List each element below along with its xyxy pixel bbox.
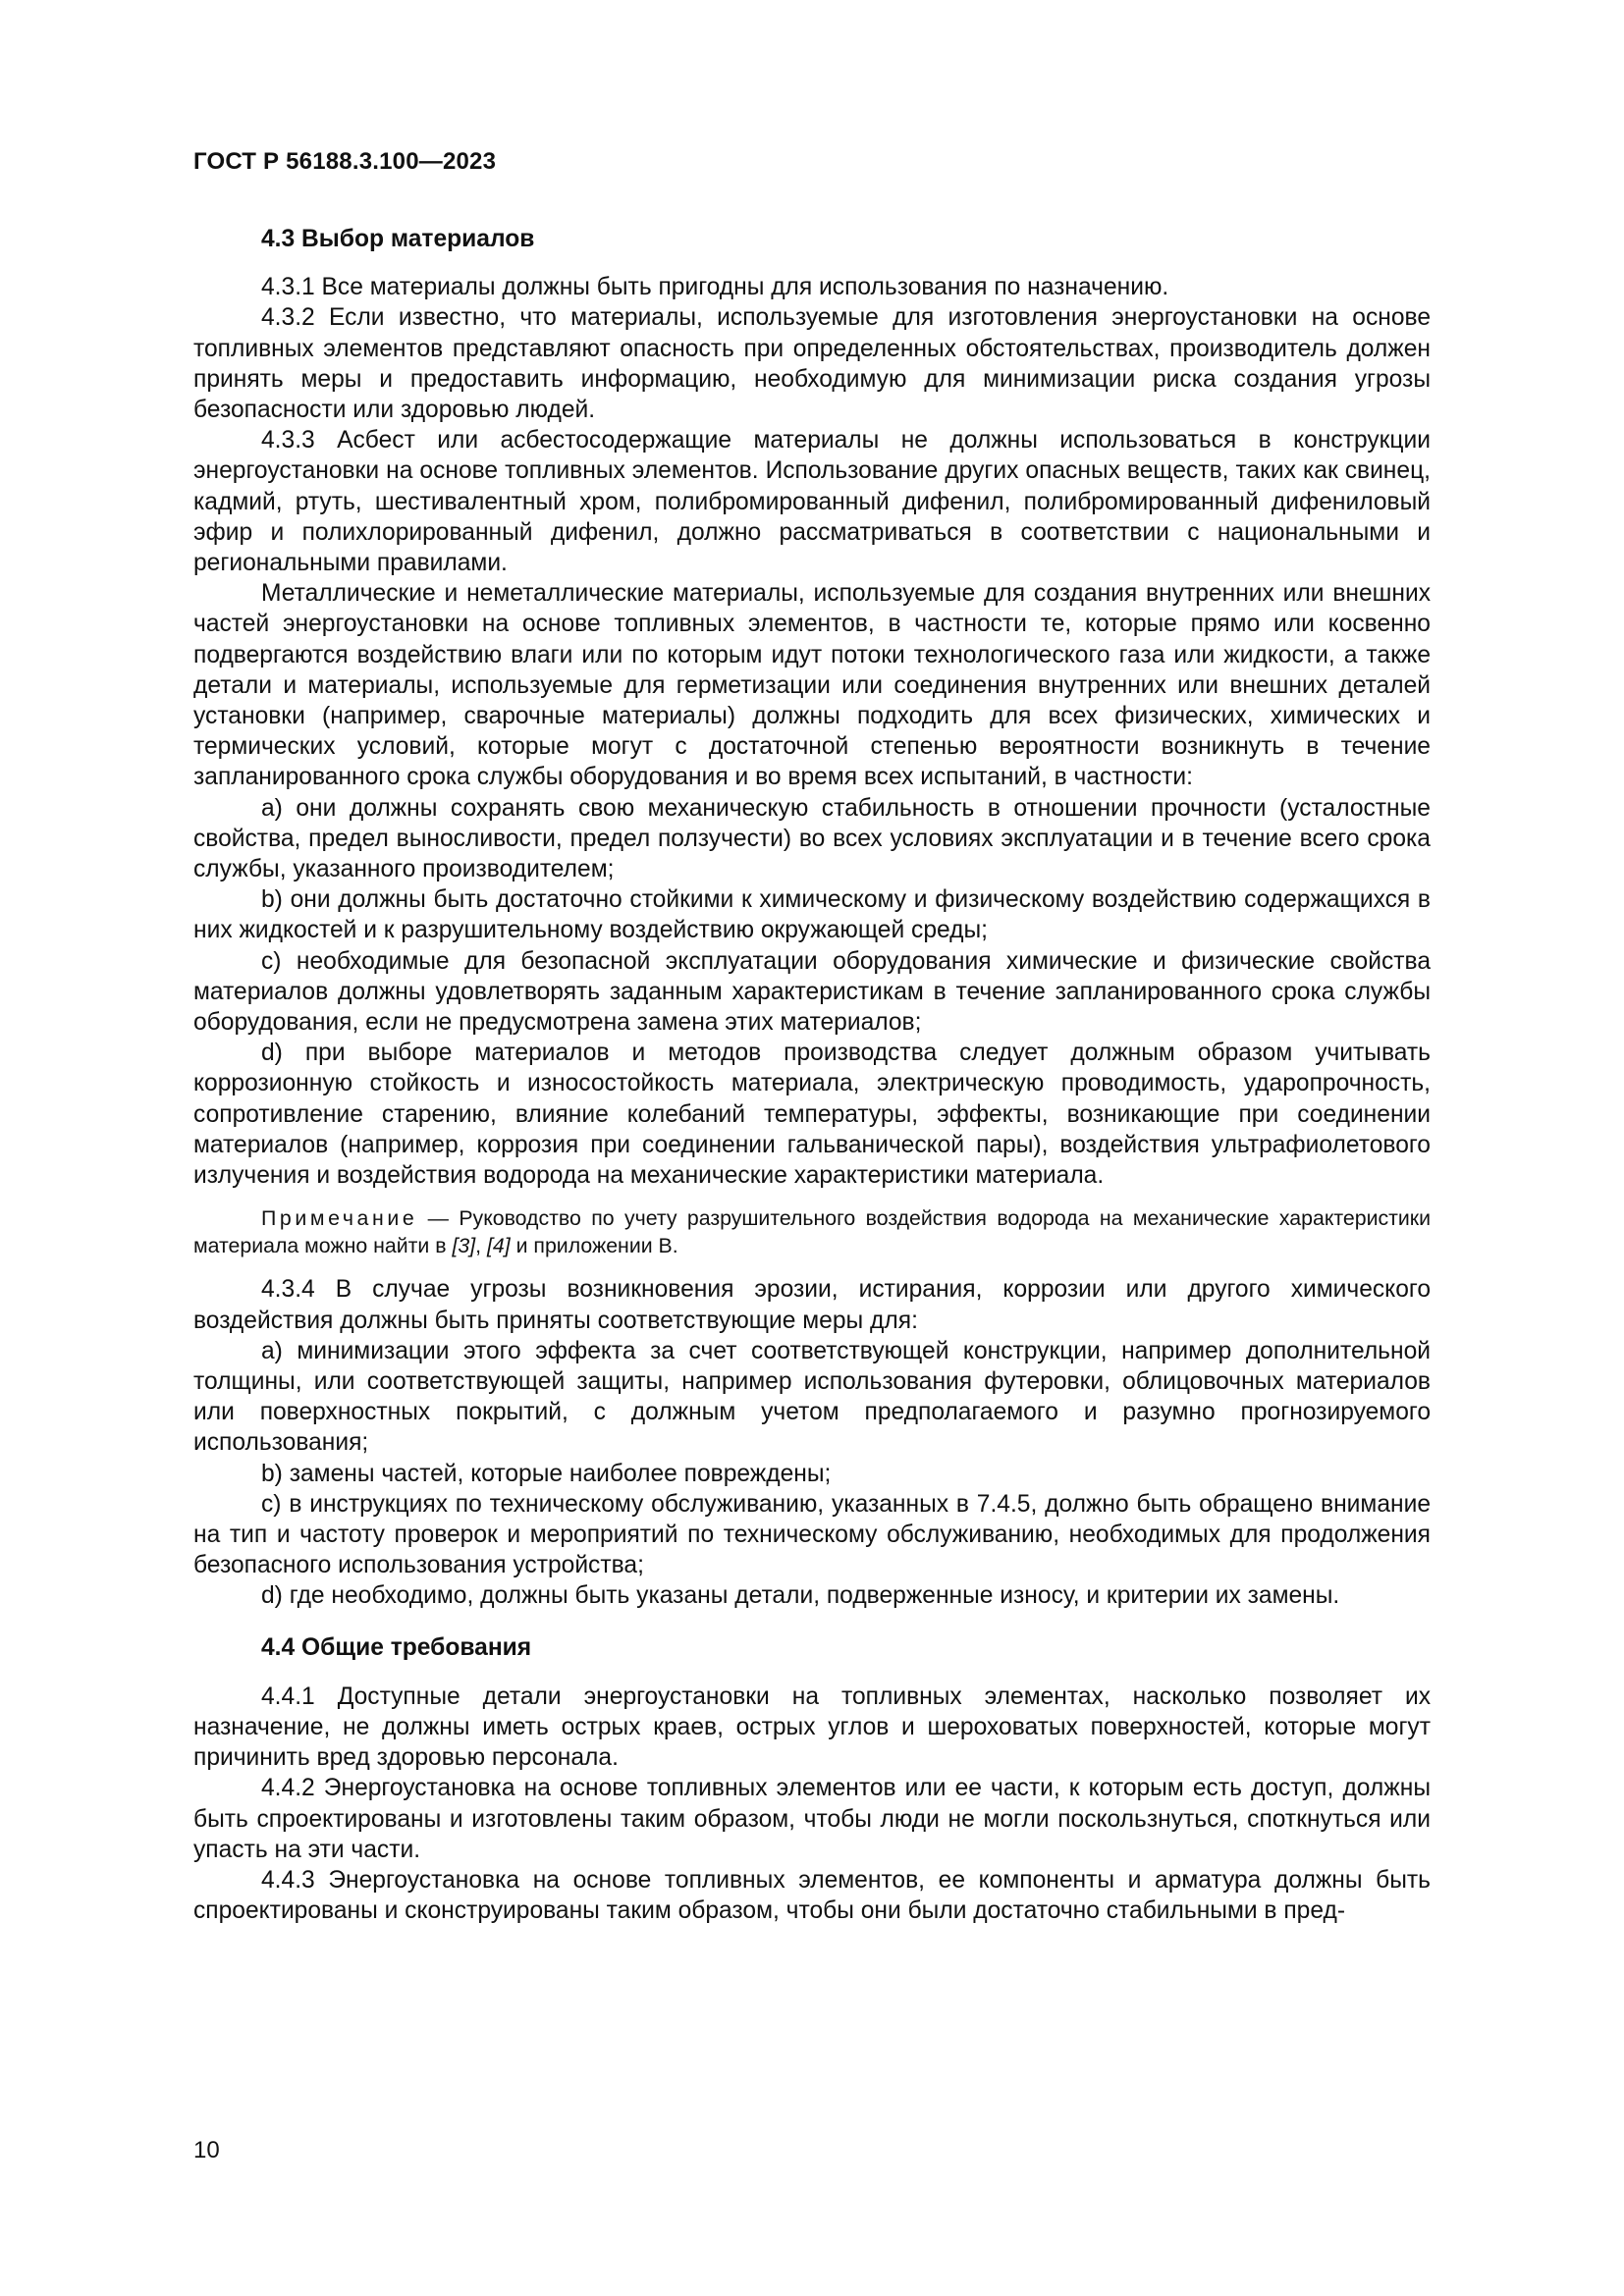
reference-3: [3] — [452, 1233, 476, 1257]
note-text-start: — Руководство по учету разрушительного воздействия водорода на механические характеристики материала можно найти в — [193, 1206, 1431, 1257]
paragraph-materials: Металлические и неметаллические материалы, используемые для создания внутренних или внешних частей энергоустановки на основе топливных элементов, в частности те, которые прямо или косвенно подвергаются воздействию влаги или по которым идут потоки технологического газа или жидкости, а также детали и материалы, используемые для герметизации или соединения внутренних или внешних деталей установки (например, сварочные материалы) должны подходить для всех физических, химических и термических условий, которые могут с достаточной степенью вероятности возникнуть в течение запланированного срока службы оборудования и во время всех испытаний, в частности: — [193, 580, 1431, 791]
section-heading-4-3: 4.3 Выбор материалов — [261, 226, 535, 252]
paragraph-4-3-2: 4.3.2 Если известно, что материалы, используемые для изготовления энергоустановки на основе топливных элементов представляют опасность при определенных обстоятельствах, производитель должен принять меры и предоставить информацию, необходимую для минимизации риска создания угрозы безопасности или здоровью людей. — [193, 304, 1431, 424]
note-text-end: и приложении В. — [510, 1233, 678, 1257]
list-item-c: c) необходимые для безопасной эксплуатации оборудования химические и физические свойства материалов должны удовлетворять заданным характеристикам в течение запланированного срока службы оборудования, если не предусмотрена замена этих материалов; — [193, 947, 1431, 1037]
document-code-header: ГОСТ Р 56188.3.100—2023 — [193, 148, 497, 175]
page-content — [193, 224, 1431, 1926]
list-item-c-2: c) в инструкциях по техническому обслуживанию, указанных в 7.4.5, должно быть обращено внимание на тип и частоту проверок и мероприятий по техническому обслуживанию, необходимых для продолжения безопасного использования устройства; — [193, 1490, 1431, 1579]
list-item-a: a) они должны сохранять свою механическую стабильность в отношении прочности (усталостные свойства, предел выносливости, предел ползучести) во всех условиях эксплуатации и в течение всего срока службы, указанного производителем; — [193, 794, 1431, 883]
note-paragraph — [193, 1205, 1431, 1259]
page-number: 10 — [193, 2137, 220, 2163]
list-item-d: d) при выборе материалов и методов производства следует должным образом учитывать коррозионную стойкость и износостойкость материала, электрическую проводимость, ударопрочность, сопротивление старению, влияние колебаний температуры, эффекты, возникающие при соединении материалов (например, коррозия при соединении гальванической пары), воздействия ультрафиолетового излучения и воздействия водорода на механические характеристики материала. — [193, 1040, 1431, 1190]
reference-4: [4] — [487, 1233, 511, 1257]
paragraph-4-3-1: 4.3.1 Все материалы должны быть пригодны для использования по назначению. — [261, 274, 1169, 301]
list-item-b-2: b) замены частей, которые наиболее повреждены; — [261, 1460, 832, 1487]
note-label: Примечание — [261, 1206, 418, 1231]
list-item-d-2: d) где необходимо, должны быть указаны детали, подверженные износу, и критерии их замены. — [261, 1582, 1340, 1610]
paragraph-4-4-3: 4.4.3 Энергоустановка на основе топливных элементов, ее компоненты и арматура должны быть спроектированы и сконструированы таким образом, чтобы они были достаточно стабильными в пред- — [193, 1866, 1431, 1925]
section-heading-4-4: 4.4 Общие требования — [261, 1633, 532, 1661]
list-item-b: b) они должны быть достаточно стойкими к химическому и физическому воздействию содержащихся в них жидкостей и к разрушительному воздействию окружающей среды; — [193, 886, 1431, 944]
paragraph-4-4-2: 4.4.2 Энергоустановка на основе топливных элементов или ее части, к которым есть доступ, должны быть спроектированы и изготовлены таким образом, чтобы люди не могли поскользнуться, споткнуться или упасть на эти части. — [193, 1775, 1431, 1863]
list-item-a-2: a) минимизации этого эффекта за счет соответствующей конструкции, например дополнительной толщины, или соответствующей защиты, например использования футеровки, облицовочных материалов или поверхностных покрытий, с должным учетом предполагаемого и разумно прогнозируемого использования; — [193, 1337, 1431, 1457]
paragraph-4-4-1: 4.4.1 Доступные детали энергоустановки на топливных элементах, насколько позволяет их назначение, не должны иметь острых краев, острых углов и шероховатых поверхностей, которые могут причинить вред здоровью персонала. — [193, 1682, 1431, 1772]
paragraph-4-3-4: 4.3.4 В случае угрозы возникновения эрозии, истирания, коррозии или другого химического воздействия должны быть приняты соответствующие меры для: — [193, 1276, 1431, 1334]
note-separator: , — [475, 1233, 487, 1257]
paragraph-4-3-3: 4.3.3 Асбест или асбестосодержащие материалы не должны использоваться в конструкции энергоустановки на основе топливных элементов. Использование других опасных веществ, таких как свинец, кадмий, ртуть, шестивалентный хром, полибромированный дифенил, полибромированный дифениловый эфир и полихлорированный дифенил, должно рассматриваться в соответствии с национальными и региональными правилами. — [193, 427, 1431, 577]
